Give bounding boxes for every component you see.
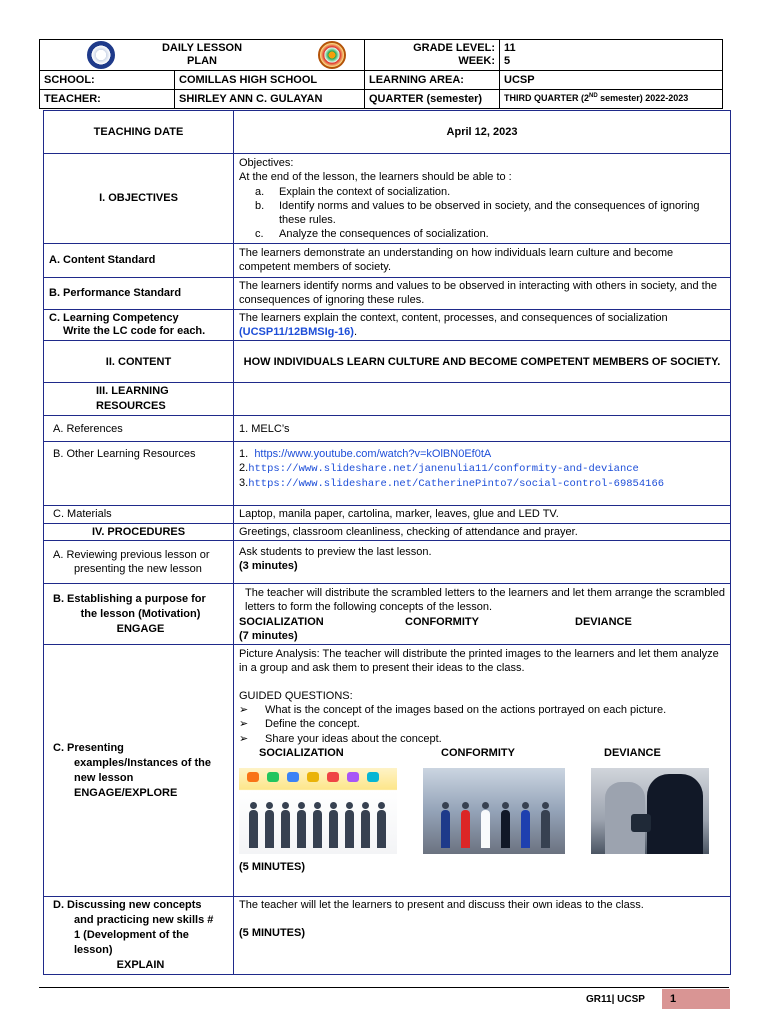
list-item: b. Identify norms and values to be observed in society, and the consequences of ignoring these rules. (255, 199, 700, 227)
discussing-value: The teacher will let the learners to present and discuss their own ideas to the class. (5 MINUTES) (234, 897, 731, 975)
purpose-concepts: SOCIALIZATION CONFORMITY DEVIANCE (239, 615, 632, 628)
objectives-row (44, 154, 731, 244)
list-item: ➢ Share your ideas about the concept. (239, 732, 442, 745)
content-standard-row (44, 243, 731, 277)
title-cell (40, 40, 365, 71)
competency-row (44, 309, 731, 341)
quarter-label: QUARTER (semester) (365, 90, 500, 109)
objectives-heading: Objectives: (239, 157, 294, 169)
content-standard-value: The learners demonstrate an understanding on how individuals learn culture and become competent members of society. (234, 243, 731, 277)
presenting-value: Picture Analysis: The teacher will distribute the printed images to the learners and let them analyze in a group and ask them to present their ideas to the class. GUIDED QUESTIONS: ➢ What is the concept of the images based on the actions portrayed on each picture. ➢ Define the concept. ➢ Share your ideas about the concept. SOCIALIZATION CONFORMITY DEVIANCE (5 MINUTES) (234, 645, 731, 897)
week-label: WEEK: (458, 55, 495, 67)
teaching-date-row (44, 111, 731, 154)
lc-code: (UCSP11/12BMSIg-16) (239, 326, 354, 339)
purpose-row (44, 583, 731, 644)
learning-resources-label: III. LEARNING RESOURCES (44, 383, 234, 416)
content-row (44, 341, 731, 383)
week-value: 5 (504, 55, 511, 67)
list-item: ➢ Define the concept. (239, 718, 360, 731)
conformity-image (423, 768, 565, 854)
presenting-label: C. Presenting examples/Instances of the new lesson ENGAGE/EXPLORE (44, 645, 234, 897)
performance-standard-value: The learners identify norms and values to be observed in interacting with others in society, and the consequences of ignoring these rules. (234, 277, 731, 309)
objectives-list (239, 185, 725, 242)
teacher-label: TEACHER: (40, 90, 175, 109)
discussing-row (44, 897, 731, 975)
learning-resources-value (234, 383, 731, 416)
objectives-label: I. OBJECTIVES (44, 154, 234, 244)
procedures-value: Greetings, classroom cleanliness, checking of attendance and prayer. (234, 523, 731, 540)
review-value: Ask students to preview the last lesson. (3 minutes) (234, 540, 731, 583)
slideshare-link-1[interactable]: https://www.slideshare.net/janenulia11/conformity-and-deviance (248, 463, 639, 476)
materials-label: C. Materials (44, 506, 234, 523)
list-item: a. Explain the context of socialization. (255, 185, 451, 198)
teaching-date-value: April 12, 2023 (234, 111, 731, 154)
review-label: A. Reviewing previous lesson or presenting the new lesson (44, 540, 234, 583)
list-item: ➢ What is the concept of the images based on the actions portrayed on each picture. (239, 704, 667, 717)
other-resources-row (44, 442, 731, 506)
teacher-value: SHIRLEY ANN C. GULAYAN (175, 90, 365, 109)
learning-resources-row (44, 383, 731, 416)
deviance-image (591, 768, 709, 854)
header-info-table (39, 70, 723, 109)
content-standard-label: A. Content Standard (44, 243, 234, 277)
competency-label: C. Learning Competency Write the LC code for each. (44, 309, 234, 341)
objectives-cell (234, 154, 731, 244)
competency-value: The learners explain the context, content, processes, and consequences of socialization (UCSP11/12BMSIg-16). (234, 309, 731, 341)
youtube-link[interactable]: https://www.youtube.com/watch?v=kOlBN0Ef0tA (254, 448, 492, 461)
references-value: 1. MELC’s (234, 416, 731, 442)
procedures-row (44, 523, 731, 540)
page-number: 1 (662, 989, 730, 1009)
school-seal-icon (318, 41, 346, 69)
grade-level-label: GRADE LEVEL: (413, 42, 495, 54)
references-label: A. References (44, 416, 234, 442)
materials-row (44, 506, 731, 523)
content-value: HOW INDIVIDUALS LEARN CULTURE AND BECOME COMPETENT MEMBERS OF SOCIETY. (234, 341, 731, 383)
header-table (39, 39, 723, 71)
purpose-label: B. Establishing a purpose for the lesson (Motivation) ENGAGE (44, 583, 234, 644)
teaching-date-label: TEACHING DATE (44, 111, 234, 154)
lesson-table (43, 110, 731, 975)
review-row (44, 540, 731, 583)
materials-value: Laptop, manila paper, cartolina, marker, leaves, glue and LED TV. (234, 506, 731, 523)
link-item[interactable]: 1. https://www.youtube.com/watch?v=kOlBN0Ef0tA (239, 448, 492, 461)
objectives-intro: At the end of the lesson, the learners should be able to : (239, 171, 512, 184)
quarter-value: THIRD QUARTER (2ND semester) 2022-2023 (500, 90, 723, 109)
performance-standard-label: B. Performance Standard (44, 277, 234, 309)
grade-week-values (500, 40, 723, 71)
learning-area-value: UCSP (500, 71, 723, 90)
link-item[interactable]: 3.https://www.slideshare.net/CatherinePinto7/social-control-69854166 (239, 477, 665, 491)
concept-images (239, 764, 725, 860)
presenting-concepts: SOCIALIZATION CONFORMITY DEVIANCE (259, 746, 661, 759)
list-item: c. Analyze the consequences of socialization. (255, 228, 489, 241)
references-row (44, 416, 731, 442)
other-resources-links (234, 442, 731, 506)
presenting-row (44, 645, 731, 897)
discussing-label: D. Discussing new concepts and practicing new skills # 1 (Development of the lesson) EXPLAIN (44, 897, 234, 975)
purpose-value: The teacher will distribute the scrambled letters to the learners and let them arrange the scrambled letters to form the following concepts of the lesson. SOCIALIZATION CONFORMITY DEVIANCE (7 minutes) (234, 583, 731, 644)
other-resources-label: B. Other Learning Resources (44, 442, 234, 506)
performance-standard-row (44, 277, 731, 309)
footer-divider (39, 987, 729, 988)
guided-questions-heading: GUIDED QUESTIONS: (239, 689, 353, 702)
link-item[interactable]: 2.https://www.slideshare.net/janenulia11/conformity-and-deviance (239, 462, 639, 476)
socialization-image (239, 768, 397, 854)
school-value: COMILLAS HIGH SCHOOL (175, 71, 365, 90)
learning-area-label: LEARNING AREA: (365, 71, 500, 90)
slideshare-link-2[interactable]: https://www.slideshare.net/CatherinePinto7/social-control-69854166 (248, 478, 665, 491)
school-label: SCHOOL: (40, 71, 175, 90)
grade-level-value: 11 (504, 42, 516, 54)
footer-code: GR11| UCSP (586, 994, 645, 1005)
procedures-label: IV. PROCEDURES (44, 523, 234, 540)
page-title: DAILY LESSON PLAN (161, 42, 243, 67)
content-label: II. CONTENT (44, 341, 234, 383)
grade-week-labels (365, 40, 500, 71)
